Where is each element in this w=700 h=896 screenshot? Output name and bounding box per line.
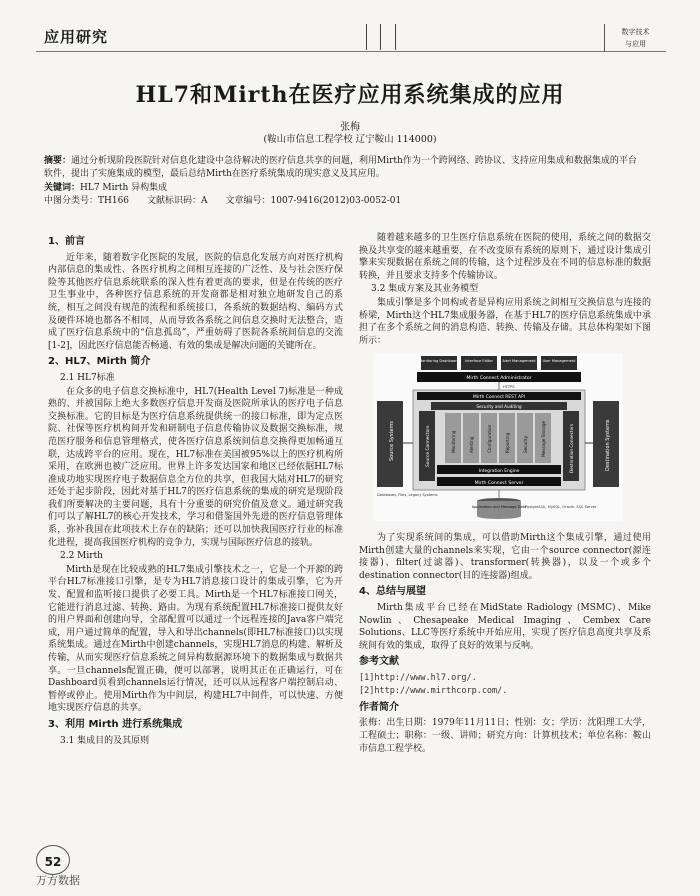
tool-label: User Management bbox=[542, 359, 576, 364]
tool-label: Interface Editor bbox=[465, 359, 493, 364]
module-label: Security bbox=[523, 436, 528, 454]
tool-label: Monitoring Dashboard bbox=[419, 359, 459, 364]
module-label: Alerting bbox=[469, 436, 474, 454]
article-meta bbox=[44, 182, 644, 208]
module-label: Reporting bbox=[505, 432, 510, 454]
tool-label: Alert Management bbox=[502, 359, 536, 364]
running-header bbox=[36, 22, 666, 52]
subheading-3-1: 3.1 集成目的及其原则 bbox=[60, 735, 150, 746]
author-bio-heading: 作者简介 bbox=[359, 701, 399, 713]
paragraph: 近年来，随着数字化医院的发展，医院的信息化发展方向对医疗机构内部信息的集成性、各医疗机构之间相互连接的广泛性、及与社会医疗保险等其他医疗信息系统联系的深入性有着更高的要求，但是在传统的医疗卫生事业中，各种医疗信息系统的开发商都是相对独立地研发自己的系统，相互之间没有规范的流程和系统接口，各系统的数据结构、编码方式及硬件环境也都各不相同，从而导致各系统之间信息交换时无法整合，造成了医疗信息系统中的“信息孤岛”，严重妨碍了医院各系统间信息的交流[1-2]，因此医疗信息能否畅通、有效的集成是解决问题的关键所在。 bbox=[48, 252, 343, 351]
paragraph: Mirth集成平台已经在MidState Radiology (MSMC)、Mike Nowlin、Chesapeake Medical Imaging、Cembex Care Solutions、LLC等医疗系统中开始应用，实现了医疗信息高度共享及系统间有效的集成，取得了良好的效果与反响。 bbox=[359, 602, 651, 651]
subheading-3-2: 3.2 集成方案及其业务模型 bbox=[371, 284, 479, 295]
paragraph: 随着越来越多的卫生医疗信息系统在医院的使用，系统之间的数据交换及共享变的越来越重要，在不改变原有系统的原则下，通过设计集成引擎来实现数据在系统之间的传输，这个过程涉及在不同的信息标准的数据转换，并且要求支持多个传输协议。 bbox=[359, 233, 651, 281]
article-number: 文章编号：1007-9416(2012)03-0052-01 bbox=[225, 196, 402, 206]
watermark: 万方数据 bbox=[36, 874, 80, 887]
header-ornament bbox=[366, 24, 396, 50]
heading-1: 1、前言 bbox=[48, 236, 85, 247]
paragraph: 为了实现系统间的集成，可以借助Mirth这个集成引擎，通过使用Mirth创建大量的channels来实现，它由一个source connector(源连接器)、filter(过滤器)、transformer(转换器)，以及一个或多个destination connector(目的连接器)组成。 bbox=[359, 532, 651, 581]
admin-label: Mirth Connect Administrator bbox=[466, 376, 532, 382]
abstract-text: 通过分析现阶段医院针对信息化建设中急待解决的医疗信息共享的问题，利用Mirth作为一个跨网络、跨协议、支持应用集成和数据集成的平台软件，提出了实施集成的模型，最后总结Mirth在医疗系统集成的现实意义及其应用。 bbox=[44, 156, 637, 179]
legacy-label: Databases, Files, Legacy Systems bbox=[377, 493, 438, 498]
keywords-text: HL7 Mirth 异构集成 bbox=[80, 183, 168, 193]
heading-2: 2、HL7、Mirth 简介 bbox=[48, 356, 151, 368]
subheading-2-1: 2.1 HL7标准 bbox=[60, 372, 115, 383]
keywords-label: 关键词： bbox=[44, 183, 81, 193]
author-bio: 张梅：出生日期：1979年11月11日；性别：女；学历：沈阳理工大学，工程硕士；职称：一级、讲师；研究方向：计算机技术；单位名称：鞍山市信息工程学校。 bbox=[359, 718, 651, 754]
abstract bbox=[44, 155, 644, 181]
paragraph: 在众多的电子信息交换标准中，HL7(Health Level 7)标准是一种成熟的、并被国际上绝大多数医疗信息开发商及医院所承认的医疗电子信息交换标准。它的目标是为医疗信息系统提供统一的接口标准，即为定点医院、社保等医疗机构间开发和研制电子信息传输协议及数据交换标准，规范医疗服务和信息管理格式，使各医疗信息系统间信息交换得更加畅通互联，达成跨平台的应用。现在，HL7标准在美国被95%以上的医疗机构所采用，在欧洲也被广泛应用。世界上许多发达国家和地区已经依据HL7标准成功地实现医疗电子数据信息全方位的共享，但我国大陆对HL7的研究还处于起步阶段，因此对基于HL7的医疗信息系统的集成的研究是现阶段我们所要解决的主要问题，具有十分重要的研究价值及意义。通过研究我们可以了解HL7的核心开发技术，学习和借鉴国外先进的医疗信息管理体系，弥补我国在此项技术上存在的缺陷；还可以加快我国医疗行业的标准化进程，提高我国医疗机构的竞争力，实现与国际医疗信息的接轨。 bbox=[48, 386, 343, 548]
heading-3: 3、利用 Mirth 进行系统集成 bbox=[48, 718, 183, 730]
paragraph: Mirth是现在比较成熟的HL7集成引擎技术之一，它是一个开源的跨平台HL7标准接口引擎，是专为HL7消息接口设计的集成引擎，它为开发、配置和监听接口提供了必要工具。Mirth是一个HL7标准接口网关，它能进行消息过滤、转换、路由。为现有系统配置HL7标准接口提供友好的用户界面和创建向导，全部配置可以通过一个远程连接的Java客户端完成，用户通过简单的配置，导入和导出channels(即HL7标准接口)以实现系统集成。通过在Mirth中创建channels，实现HL7消息的构建、解析及传输，从而实现医疗信息系统之间异构数据源环境下的数据集成与数据共享。一旦channels配置正确，便可以部署，说明其正在正确运行，可在Dashboard页看到channels运行情况，还可以从远程客户端控制启动、暂停或停止。使用Mirth作为中间层，构建HL7中间件，可以快速、方便地实现医疗信息的共享。 bbox=[48, 564, 343, 714]
server-label: Mirth Connect Server bbox=[474, 481, 524, 487]
module-label: Configuration bbox=[487, 424, 492, 454]
journal-name bbox=[604, 24, 666, 52]
security-label: Security and Auditing bbox=[476, 404, 522, 410]
reference-item: [1]http://www.hl7.org/. bbox=[359, 672, 477, 683]
right-column bbox=[359, 232, 651, 755]
article-title: HL7和Mirth在医疗应用系统集成的应用 bbox=[135, 82, 565, 108]
https-label: HTTPS bbox=[503, 385, 515, 390]
rest-api-label: Mirth Connect REST API bbox=[473, 395, 525, 401]
journal-name-line1: 数字技术 bbox=[621, 28, 650, 36]
left-column bbox=[48, 232, 343, 748]
section-title: 应用研究 bbox=[44, 28, 109, 46]
destination-systems-label: Destination Systems bbox=[605, 419, 611, 472]
source-systems-label: Source Systems bbox=[389, 421, 395, 462]
page-number: 52 bbox=[36, 845, 70, 875]
module-label: Monitoring bbox=[451, 430, 456, 454]
clc-number: 中图分类号：TH166 bbox=[44, 196, 130, 206]
module-label: Message Storage bbox=[541, 421, 546, 458]
abstract-label: 摘要： bbox=[44, 156, 72, 166]
paragraph: 集成引擎是多个同构或者是异构应用系统之间相互交换信息与连接的桥梁，Mirth这个HL7集成服务器，在基于HL7的医疗信息系统集成中承担了在多个系统之间的消息构造、转换、传输及存储。其总体构架如下图所示： bbox=[359, 297, 651, 346]
db-label: Application and Message Data bbox=[471, 505, 527, 510]
source-connectors-label: Source Connectors bbox=[426, 425, 431, 468]
db-vendors: PostgreSQL, MySQL, Oracle, SQL Server bbox=[525, 505, 597, 510]
affiliation: (鞍山市信息工程学校 辽宁鞍山 114000) bbox=[263, 134, 437, 145]
references-heading: 参考文献 bbox=[359, 656, 399, 668]
integration-engine-label: Integration Engine bbox=[478, 469, 520, 475]
db-cylinder-bottom bbox=[477, 513, 521, 519]
document-code: 文献标识码：A bbox=[147, 196, 208, 206]
subheading-2-2: 2.2 Mirth bbox=[60, 551, 103, 562]
reference-item: [2]http://www.mirthcorp.com/. bbox=[359, 685, 508, 696]
heading-4: 4、总结与展望 bbox=[359, 586, 426, 598]
destination-connectors-label: Destination Connectors bbox=[569, 424, 574, 474]
journal-name-line2: 与应用 bbox=[625, 40, 646, 48]
author: 张梅 bbox=[340, 122, 360, 133]
mirth-architecture-diagram bbox=[373, 353, 623, 521]
